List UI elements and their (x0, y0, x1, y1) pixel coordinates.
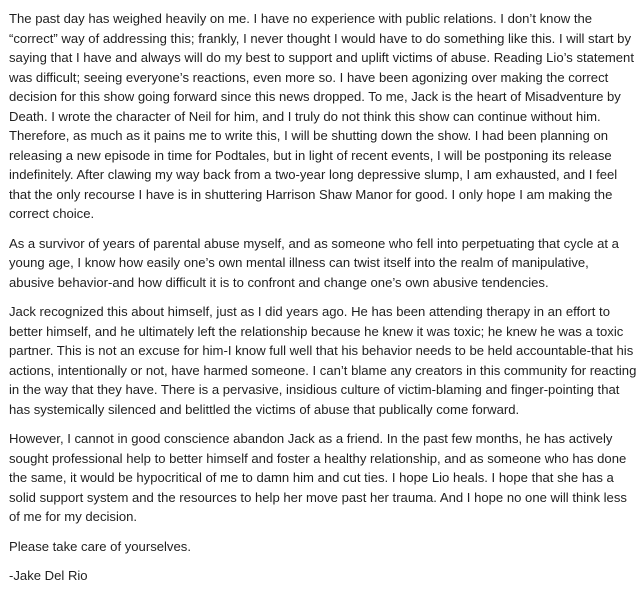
paragraph-jack-accountability: Jack recognized this about himself, just as I did years ago. He has been attending therapy in an effort to better himself, and he ultimately left the relationship because he knew it was toxic; he knew he was a toxic partner. This is not an excuse for him-I know full well that his behavior needs to be held accountable-that his actions, intentionally or not, have harmed someone. I can’t blame any creators in this community for reacting in the way that they have. There is a pervasive, insidious culture of victim-blaming and finger-pointing that has systemically silenced and belittled the victims of abuse that publically come forward. (9, 304, 637, 417)
closing-line: Please take care of yourselves. (9, 538, 191, 554)
statement-document (9, 9, 637, 586)
signature: -Jake Del Rio (9, 568, 88, 583)
paragraph-personal-history: As a survivor of years of parental abuse myself, and as someone who fell into perpetuating that cycle at a young age, I know how easily one’s own mental illness can twist itself into the realm of manipulative, abusive behavior-and how difficult it is to confront and change one’s own abusive tendencies. (9, 235, 619, 290)
paragraph-friendship: However, I cannot in good conscience abandon Jack as a friend. In the past few months, he has actively sought professional help to better himself and foster a healthy relationship, and as someone who has done the same, it would be hypocritical of me to damn him and cut ties. I hope Lio heals. I hope that she has a solid support system and the resources to help her move past her trauma. And I hope no one will think less of me for my decision. (9, 431, 627, 524)
paragraph-announcement: The past day has weighed heavily on me. I have no experience with public relations. I don’t know the “correct” way of addressing this; frankly, I never thought I would have to do something like this. I will start by saying that I have and always will do my best to support and uplift victims of abuse. Reading Lio’s statement was difficult; seeing everyone’s reactions, even more so. I have been agonizing over making the correct decision for this show going forward since this news dropped. To me, Jack is the heart of Misadventure by Death. I wrote the character of Neil for him, and I truly do not think this show can continue without him. Therefore, as much as it pains me to write this, I will be shutting down the show. I had been planning on releasing a new episode in time for Podtales, but in light of recent events, I will be postponing its release indefinitely. After clawing my way back from a two-year long depressive slump, I am exhausted, and I feel that the only recourse I have is in shuttering Harrison Shaw Manor for good. I only hope I am making the correct choice. (9, 11, 634, 221)
